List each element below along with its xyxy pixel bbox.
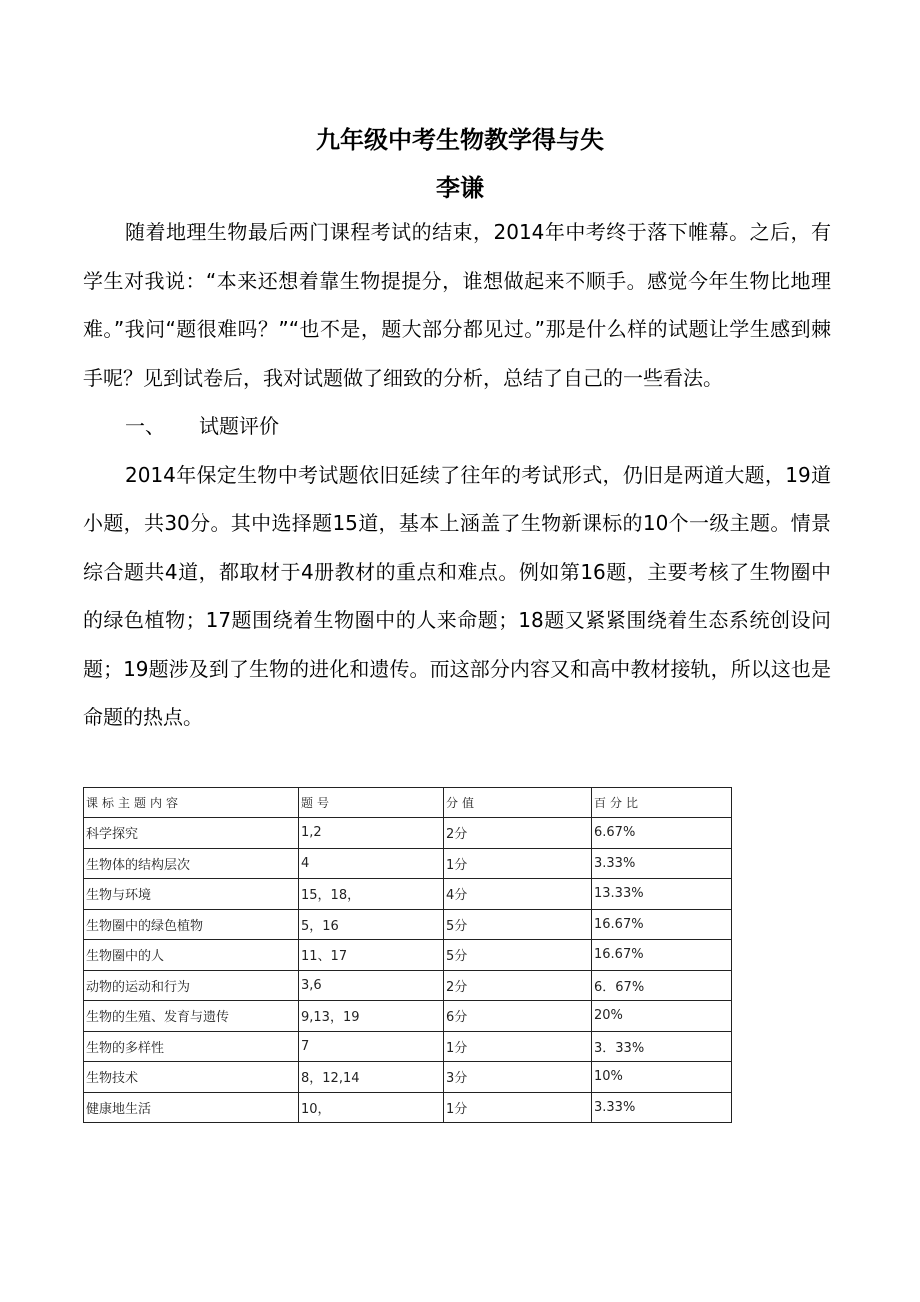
header-topic: 课标主题内容: [84, 788, 299, 818]
cell-percent: 16.67%: [592, 940, 732, 971]
cell-question-number: 5，16: [299, 909, 444, 940]
cell-percent: 13.33%: [592, 879, 732, 910]
intro-paragraph: 随着地理生物最后两门课程考试的结束，2014年中考终于落下帷幕。之后，有学生对我说：“本来还想着靠生物提提分，谁想做起来不顺手。感觉今年生物比地理难。”我问“题很难吗？”“也不是，题大部分都见过。”那是什么样的试题让学生感到棘手呢？见到试卷后，我对试题做了细致的分析，总结了自己的一些看法。: [83, 220, 831, 390]
topic-score-table: [83, 787, 732, 1123]
section-title: 试题评价: [199, 414, 279, 438]
table-row: [84, 909, 732, 940]
cell-question-number: 3,6: [299, 970, 444, 1001]
cell-score: 5分: [444, 940, 592, 971]
header-question-number: 题号: [299, 788, 444, 818]
section-heading: [83, 402, 831, 451]
cell-percent: 3.33%: [592, 848, 732, 879]
cell-percent: 10%: [592, 1062, 732, 1093]
table-row: [84, 848, 732, 879]
table-row: [84, 818, 732, 849]
cell-question-number: 8，12,14: [299, 1062, 444, 1093]
cell-score: 1分: [444, 848, 592, 879]
table-row: [84, 1031, 732, 1062]
document-title: 九年级中考生物教学得与失: [316, 126, 604, 154]
cell-topic: 生物与环境: [84, 879, 299, 910]
cell-question-number: 4: [299, 848, 444, 879]
evaluation-paragraph: 2014年保定生物中考试题依旧延续了往年的考试形式，仍旧是两道大题，19道小题，共30分。其中选择题15道，基本上涵盖了生物新课标的10个一级主题。情景综合题共4道，都取材于4册教材的重点和难点。例如第16题，主要考核了生物圈中的绿色植物；17题围绕着生物圈中的人来命题；18题又紧紧围绕着生态系统创设问题；19题涉及到了生物的进化和遗传。而这部分内容又和高中教材接轨，所以这也是命题的热点。: [83, 462, 831, 729]
cell-question-number: 9,13，19: [299, 1001, 444, 1032]
table-header-row: [84, 788, 732, 818]
table-row: [84, 1092, 732, 1123]
cell-percent: 6．67%: [592, 970, 732, 1001]
cell-question-number: 15，18，: [299, 879, 444, 910]
cell-topic: 科学探究: [84, 818, 299, 849]
cell-percent: 6.67%: [592, 818, 732, 849]
table-row: [84, 970, 732, 1001]
cell-score: 3分: [444, 1062, 592, 1093]
cell-question-number: 1,2: [299, 818, 444, 849]
cell-question-number: 11、17: [299, 940, 444, 971]
cell-score: 5分: [444, 909, 592, 940]
document-body: [83, 208, 831, 742]
cell-score: 4分: [444, 879, 592, 910]
table-row: [84, 1001, 732, 1032]
cell-topic: 生物圈中的人: [84, 940, 299, 971]
cell-question-number: 7: [299, 1031, 444, 1062]
cell-percent: 20%: [592, 1001, 732, 1032]
section-number: 一、: [125, 414, 165, 438]
header-score: 分值: [444, 788, 592, 818]
cell-topic: 生物圈中的绿色植物: [84, 909, 299, 940]
cell-percent: 16.67%: [592, 909, 732, 940]
cell-topic: 生物体的结构层次: [84, 848, 299, 879]
cell-topic: 生物的多样性: [84, 1031, 299, 1062]
cell-score: 2分: [444, 970, 592, 1001]
table-row: [84, 1062, 732, 1093]
cell-topic: 健康地生活: [84, 1092, 299, 1123]
table-row: [84, 879, 732, 910]
cell-score: 2分: [444, 818, 592, 849]
cell-score: 1分: [444, 1031, 592, 1062]
header-percent: 百分比: [592, 788, 732, 818]
cell-question-number: 10，: [299, 1092, 444, 1123]
cell-score: 1分: [444, 1092, 592, 1123]
cell-score: 6分: [444, 1001, 592, 1032]
cell-topic: 生物的生殖、发育与遗传: [84, 1001, 299, 1032]
cell-topic: 生物技术: [84, 1062, 299, 1093]
cell-percent: 3.33%: [592, 1092, 732, 1123]
author-name: 李谦: [436, 174, 484, 202]
cell-percent: 3．33%: [592, 1031, 732, 1062]
table-row: [84, 940, 732, 971]
cell-topic: 动物的运动和行为: [84, 970, 299, 1001]
